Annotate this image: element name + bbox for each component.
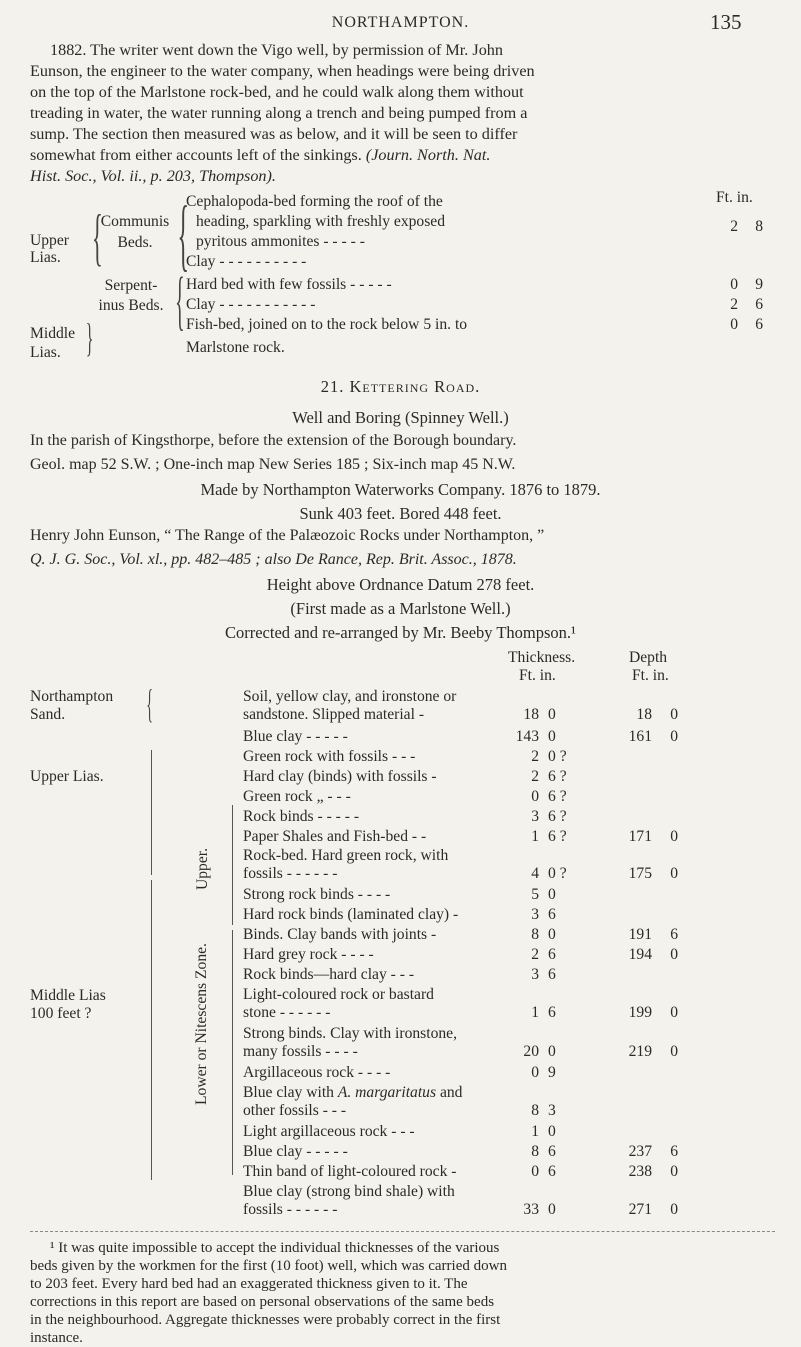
thickness-ft: 0 [531,1163,539,1180]
depth-ft: 171 [628,828,652,845]
depth-ft: 18 [636,706,652,723]
thickness-in: 6 [548,946,556,963]
footnote-line: instance. [30,1330,83,1346]
thickness-in: 0 [548,1123,556,1140]
section-row: Cephalopoda-bed forming the roof of the [186,193,443,210]
thickness-in: 6 [548,1163,556,1180]
section-line: Q. J. G. Soc., Vol. xl., pp. 482–485 ; also De Rance, Rep. Brit. Assoc., 1878. [30,551,517,568]
section-in: 6 [755,296,763,313]
depth-ft: 191 [628,926,652,943]
intro-line: Eunson, the engineer to the water company, when headings were being driven [30,62,535,80]
thickness-in: 6 [548,1004,556,1021]
footnote-line: in the neighbourhood. Aggregate thicknesses were probably correct in the first [30,1312,501,1328]
depth-ft: 238 [628,1163,652,1180]
depth-in: 6 [670,1143,678,1160]
thickness-in: 6 ? [548,788,567,805]
table-row-text: Hard rock binds (laminated clay) - [243,906,459,923]
table-row-text: Blue clay (strong bind shale) with [243,1183,455,1200]
depth-in: 0 [670,828,678,845]
brace-glyph: { [177,191,189,279]
thickness-ft: 8 [531,926,539,943]
footnote-line: beds given by the workmen for the first (10 foot) well, which was carried down [30,1258,507,1274]
depth-ft: 219 [628,1043,652,1060]
thickness-in: 0 [548,728,556,745]
depth-header: Depth [629,649,668,666]
thickness-in: 6 ? [548,808,567,825]
table-row-text: Thin band of light-coloured rock - [243,1163,457,1180]
table-row-text: stone - - - - - - [243,1004,331,1021]
group-bracket-line [151,880,152,1180]
table-row-text: fossils - - - - - - [243,865,338,882]
thickness-ft: 33 [523,1201,539,1218]
table-row-text: Light argillaceous rock - - - [243,1123,415,1140]
table-row-text: Binds. Clay bands with joints - [243,926,437,943]
footnote [30,1239,780,1347]
thickness-ft: 1 [531,828,539,845]
depth-in: 6 [670,926,678,943]
thickness-in: 6 ? [548,768,567,785]
thickness-ft: 8 [531,1143,539,1160]
table-row-text: Green rock „ - - - [243,788,351,805]
table-row-text: Rock-bed. Hard green rock, with [243,847,449,864]
section-line: Henry John Eunson, “ The Range of the Palæozoic Rocks under Northampton, ” [30,527,545,544]
thickness-in: 3 [548,1102,556,1119]
section-row: Hard bed with few fossils - - - - - [186,276,392,293]
thickness-ft: 3 [531,906,539,923]
subgroup-bracket-line [232,930,233,1175]
table-row-text: Soil, yellow clay, and ironstone or [243,688,457,705]
table-row-text: fossils - - - - - - [243,1201,338,1218]
thickness-in: 0 [548,1201,556,1218]
table-row-text: Light-coloured rock or bastard [243,986,434,1003]
intro-line-text: somewhat from either accounts left of the sinkings. [30,146,362,164]
thickness-in: 6 [548,966,556,983]
section-in: 8 [755,218,763,235]
table-row-text: Rock binds - - - - - [243,808,360,825]
thickness-in: 0 [548,1043,556,1060]
table-row-text-source [0,0,1,1]
depth-in: 0 [670,865,678,882]
group-serpentinus: Serpent- inus Beds. [98,277,164,314]
thickness-ft: 5 [531,886,539,903]
group-middle-lias: Middle Lias 100 feet ? [30,987,106,1022]
thickness-ft: 8 [531,1102,539,1119]
thickness-ft: 2 [531,946,539,963]
depth-in: 0 [670,1201,678,1218]
section-line: Made by Northampton Waterworks Company. 1876 to 1879. [200,480,601,499]
subgroup-upper: Upper. [194,848,211,891]
section-row: Clay - - - - - - - - - - - [186,296,316,313]
thickness-ft: 20 [523,1043,539,1060]
ft-in-header: Ft. in. [519,667,556,684]
depth-in: 0 [670,1004,678,1021]
thickness-ft: 3 [531,808,539,825]
table-row-text: Hard grey rock - - - - [243,946,374,963]
thickness-in: 0 ? [548,865,567,882]
footnote-line: to 203 feet. Every hard bed had an exaggerated thickness given to it. The [30,1276,468,1292]
table-row-text: sandstone. Slipped material - [243,706,425,723]
thickness-ft: 2 [531,748,539,765]
thickness-in: 0 [548,706,556,723]
section-title: 21. Kettering Road. [320,377,481,396]
depth-in: 0 [670,946,678,963]
thickness-in: 6 [548,1143,556,1160]
section-line: In the parish of Kingsthorpe, before the extension of the Borough boundary. [30,432,517,449]
depth-ft: 194 [628,946,652,963]
unit-header: Ft. in. [716,189,753,206]
section-row: heading, sparkling with freshly exposed [196,213,446,230]
intro-line: 1882. The writer went down the Vigo well, by permission of Mr. John [50,41,503,59]
running-head: NORTHAMPTON. [331,14,470,31]
thickness-ft: 4 [531,865,539,882]
subgroup-bracket-line [232,805,233,925]
section-row: Clay - - - - - - - - - - [186,253,307,270]
intro-line: treading in water, the water running along a trench and being pumped from a [30,104,528,122]
section-ft: 2 [730,218,738,235]
table-row-text: Hard clay (binds) with fossils - [243,768,437,785]
depth-ft: 175 [628,865,652,882]
group-middle-lias: Middle Lias. [30,325,76,361]
page-number: 135 [710,10,742,34]
intro-line: Hist. Soc., Vol. ii., p. 203, Thompson). [30,167,276,185]
section-subtitle: Well and Boring (Spinney Well.) [292,408,509,427]
table-row-text: Rock binds—hard clay - - - [243,966,415,983]
table-row-text: Argillaceous rock - - - - [243,1064,391,1081]
thickness-ft: 18 [523,706,539,723]
depth-in: 0 [670,728,678,745]
section-ft: 0 [730,276,738,293]
footnote-line: corrections in this report are based on personal observations of the same beds [30,1294,495,1310]
section-line: (First made as a Marlstone Well.) [290,599,511,618]
intro-paragraph [30,40,780,187]
section-in: 6 [755,316,763,333]
section-line: Sunk 403 feet. Bored 448 feet. [299,504,502,523]
depth-in: 0 [670,706,678,723]
ft-in-header: Ft. in. [632,667,669,684]
brace-glyph: { [146,681,153,726]
table-row-text: Blue clay - - - - - [243,728,348,745]
thickness-in: 0 [548,926,556,943]
depth-ft: 271 [628,1201,652,1218]
section-row: pyritous ammonites - - - - - [196,233,365,250]
group-bracket-line [151,750,152,875]
subgroup-lower: Lower or Nitescens Zone. [193,943,210,1105]
section-ft: 0 [730,316,738,333]
thickness-ft: 143 [515,728,539,745]
footnote-rule [30,1231,775,1232]
thickness-in: 9 [548,1064,556,1081]
brace-glyph: { [175,264,185,337]
section-line: Height above Ordnance Datum 278 feet. [266,575,535,594]
thickness-in: 0 ? [548,748,567,765]
table-row-text: Strong binds. Clay with ironstone, [243,1025,457,1042]
table-row-text: Strong rock binds - - - - [243,886,391,903]
intro-line [30,145,780,166]
thickness-ft: 2 [531,768,539,785]
intro-line [30,124,780,145]
thickness-in: 6 [548,906,556,923]
section-row: Marlstone rock. [186,339,285,356]
journal-ref: (Journ. North. Nat. [365,146,491,164]
footnote-line: ¹ It was quite impossible to accept the individual thicknesses of the various [50,1240,500,1256]
table-row-text: other fossils - - - [243,1102,347,1119]
brace-glyph: { [91,201,103,272]
brace-glyph: } [85,315,94,360]
depth-ft: 199 [628,1004,652,1021]
depth-ft: 161 [628,728,652,745]
section-line: Geol. map 52 S.W. ; One-inch map New Series 185 ; Six-inch map 45 N.W. [30,456,516,473]
thickness-in: 6 ? [548,828,567,845]
thickness-ft: 1 [531,1123,539,1140]
depth-ft: 237 [628,1143,652,1160]
thickness-ft: 1 [531,1004,539,1021]
section-in: 9 [755,276,763,293]
table-row-text: Green rock with fossils - - - [243,748,416,765]
table-row-text: Paper Shales and Fish-bed - - [243,828,427,845]
intro-line-text: sump. The section then measured was as below, and it will be seen to differ [30,125,518,143]
table-row-text: many fossils - - - - [243,1043,358,1060]
intro-line: on the top of the Marlstone rock-bed, and he could walk along them without [30,83,524,101]
section-line: Corrected and re-arranged by Mr. Beeby Thompson.¹ [224,623,577,642]
thickness-ft: 3 [531,966,539,983]
depth-in: 0 [670,1163,678,1180]
table-row-text: Blue clay with A. margaritatus and [243,1084,463,1101]
depth-in: 0 [670,1043,678,1060]
section-row: Fish-bed, joined on to the rock below 5 in. to [186,316,468,333]
thickness-header: Thickness. [508,649,576,666]
table-row-text: Blue clay - - - - - [243,1143,348,1160]
group-communis: Communis Beds. [100,213,170,251]
thickness-in: 0 [548,886,556,903]
section-ft: 2 [730,296,738,313]
group-upper-lias: Upper Lias. [30,768,104,785]
thickness-ft: 0 [531,788,539,805]
group-northampton-sand: Northampton Sand. [30,688,114,723]
thickness-ft: 0 [531,1064,539,1081]
group-upper-lias: Upper Lias. [30,232,69,266]
